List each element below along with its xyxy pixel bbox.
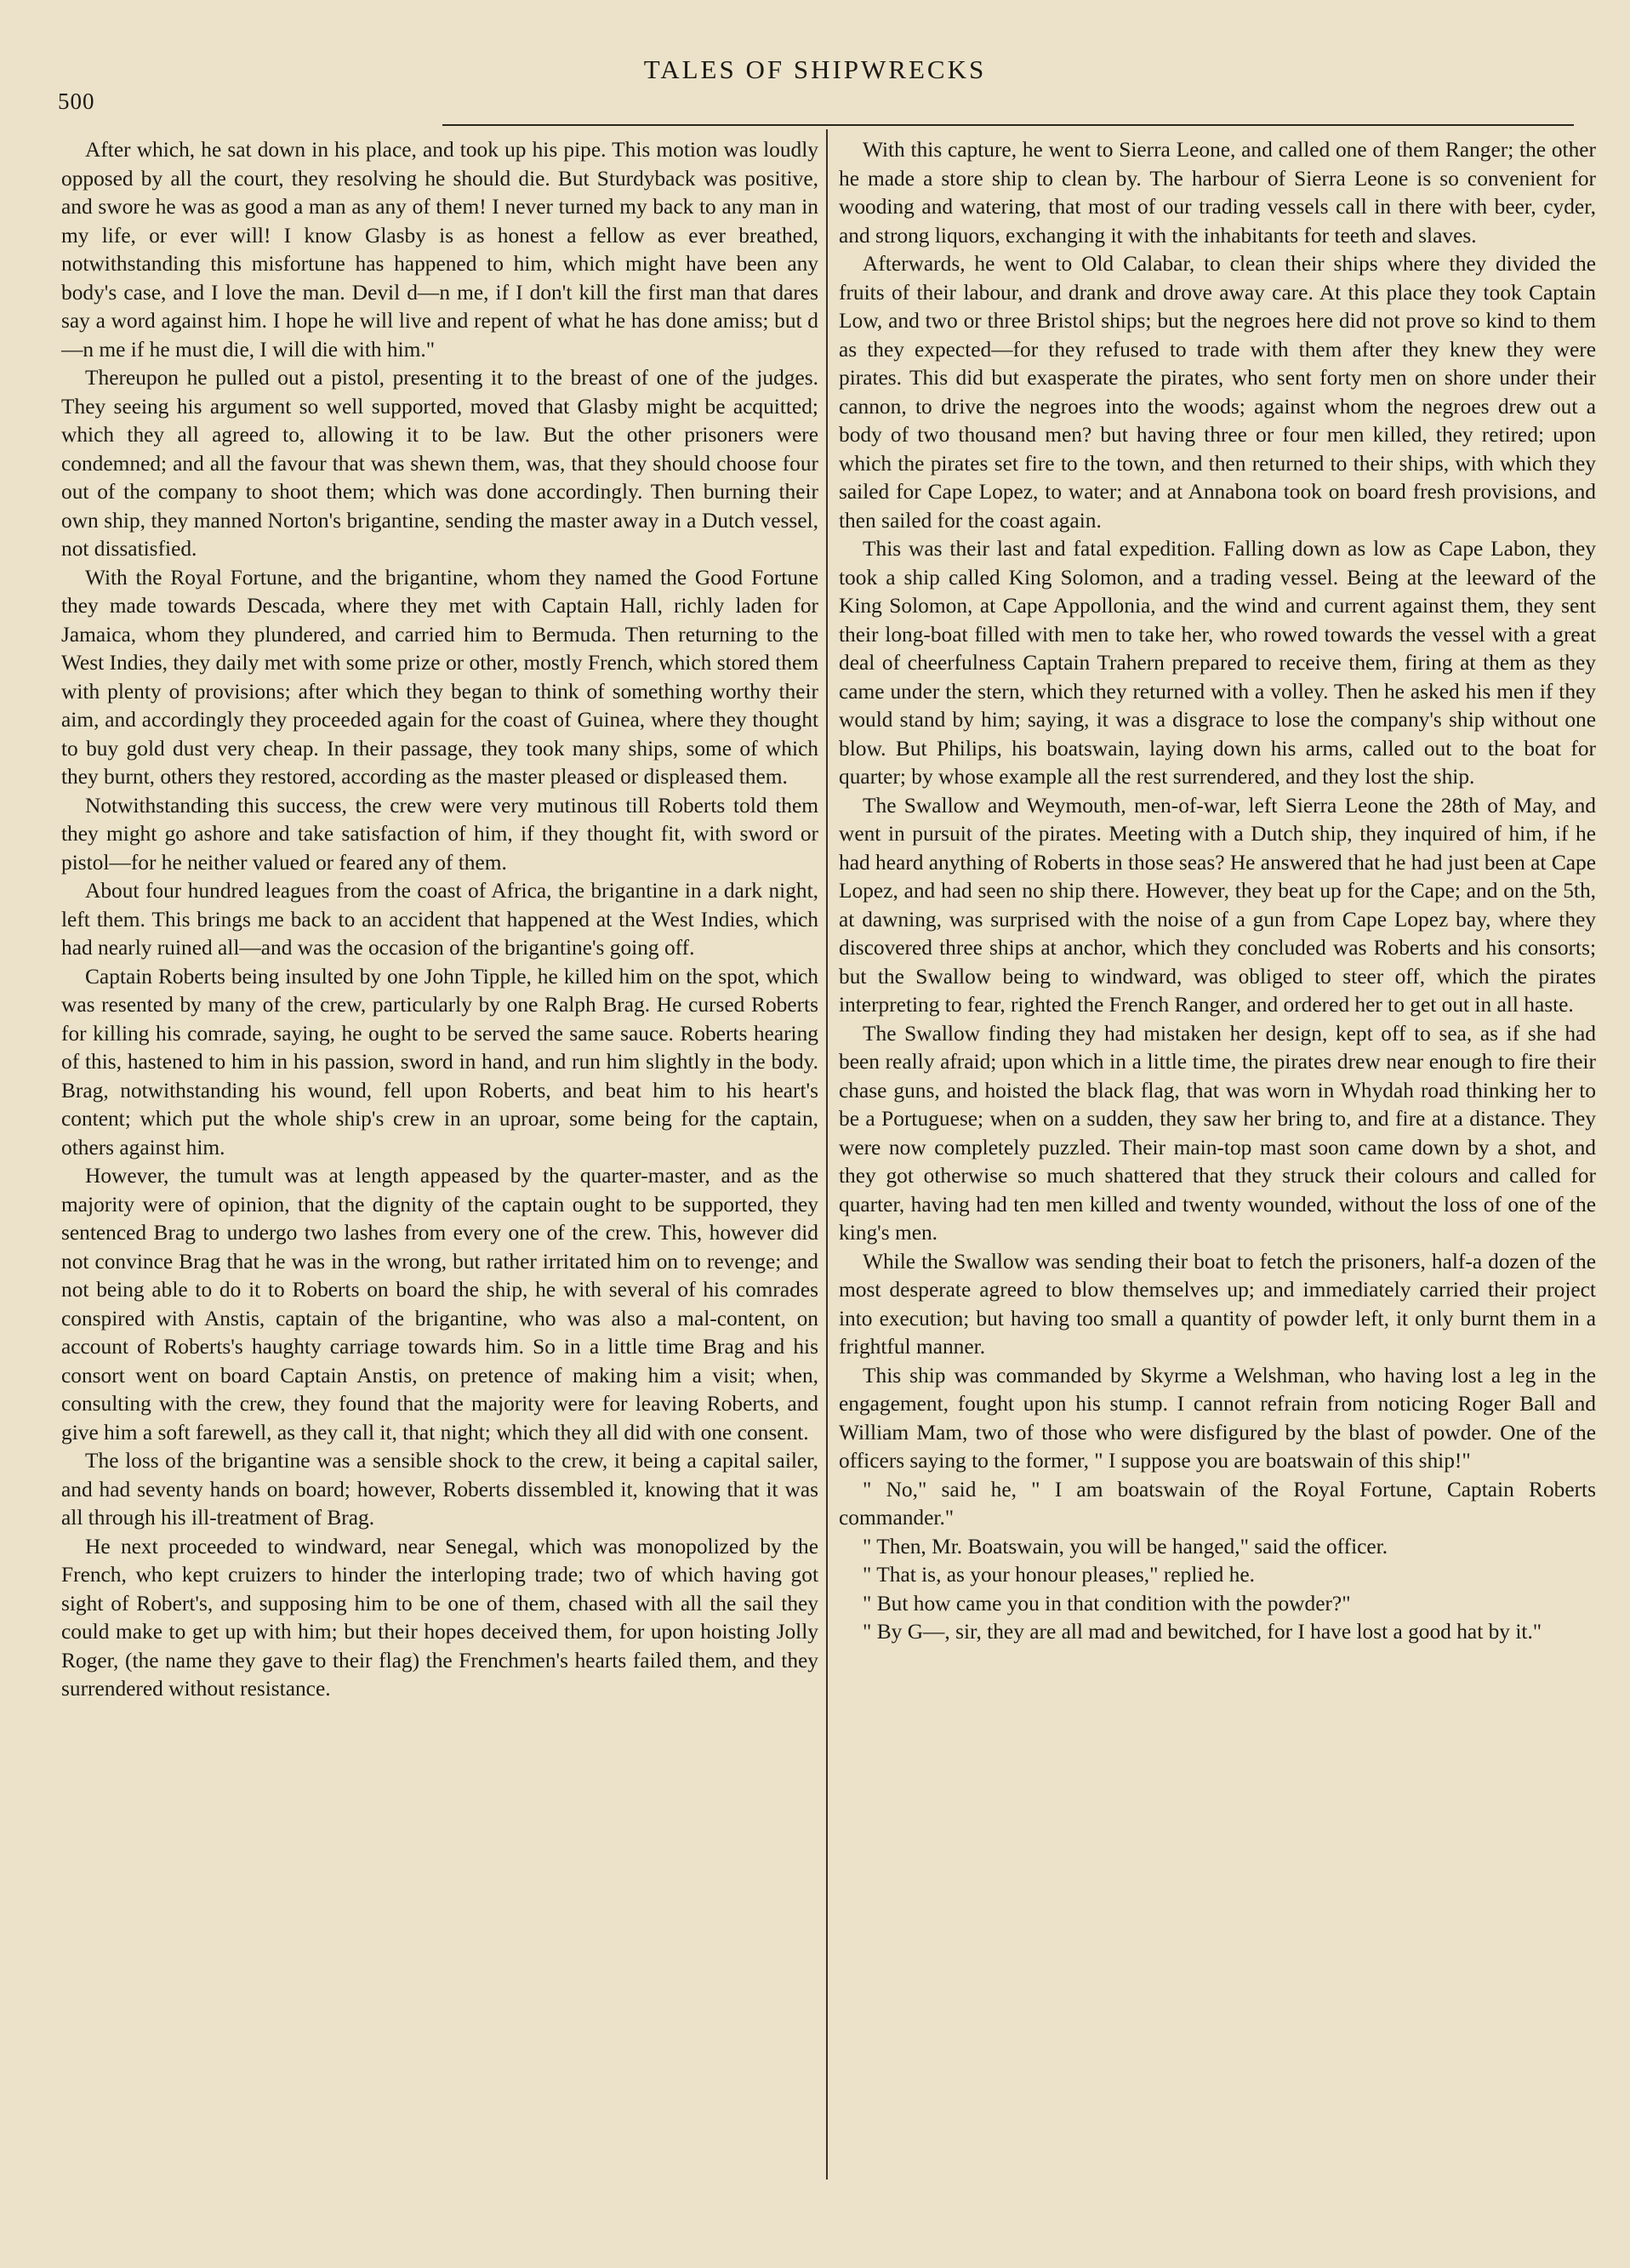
paragraph: The Swallow finding they had mistaken her design, kept off to sea, as if she had been really afraid; upon which in a little time, the pirates drew near enough to fire their chase guns, and hoisted the black flag, that was worn in Whydah road thinking her to be a Portuguese; when on a sudden, they saw her bring to, and fire at a distance. They were now completely puzzled. Their main-top mast soon came down by a shot, and they got otherwise so much shattered that they struck their colours and called for quarter, having had ten men killed and twenty wounded, without the loss of one of the king's men. [839, 1021, 1596, 1245]
paragraph: Notwithstanding this success, the crew were very mutinous till Roberts told them they might go ashore and take satisfaction of him, if they thought fit, with sword or pistol—for he neither valued or feared any of them. [61, 793, 818, 875]
paragraph: " No," said he, " I am boatswain of the Royal Fortune, Captain Roberts commander." [839, 1477, 1596, 1530]
running-head: TALES OF SHIPWRECKS [643, 54, 987, 84]
paragraph: About four hundred leagues from the coast of Africa, the brigantine in a dark night, left them. This brings me back to an accident that happened at the West Indies, which had nearly ruined all—and was the occasion of the brigantine's going off. [61, 879, 818, 960]
page-number: 500 [58, 88, 95, 114]
column-divider [826, 129, 828, 2180]
paragraph: Afterwards, he went to Old Calabar, to clean their ships where they divided the fruits of their labour, and drank and drove away care. At this place they took Captain Low, and two or three Bristol ships; but the negroes here did not prove so kind to them as they expected—for they refused to trade with them after they knew they were pirates. This did but exasperate the pirates, who sent forty men on shore under their cannon, to drive the negroes into the woods; against whom the negroes drew out a body of two thousand men? but having three or four men killed, they retired; upon which the pirates set fire to the town, and then returned to their ships, with which they sailed for Cape Lopez, to water; and at Annabona took on board fresh provisions, and then sailed for the coast again. [839, 252, 1596, 533]
paragraph: The loss of the brigantine was a sensible shock to the crew, it being a capital sailer, and had seventy hands on board; however, Roberts dissembled it, knowing that it was all through his ill-treatment of Brag. [61, 1449, 818, 1530]
paragraph: This was their last and fatal expedition. Falling down as low as Cape Labon, they took a ship called King Solomon, and a trading vessel. Being at the leeward of the King Solomon, at Cape Appollonia, and the wind and current against them, they sent their long-boat filled with men to take her, who rowed towards the vessel with a great deal of cheerfulness Captain Trahern prepared to receive them, firing at them as they came under the stern, which they returned with a volley. Then he asked his men if they would stand by him; saying, it was a disgrace to lose the company's ship without one blow. But Philips, his boatswain, laying down his arms, called out to the boat for quarter; by whose example all the rest surrendered, and they lost the ship. [839, 537, 1596, 789]
paragraph: With the Royal Fortune, and the brigantine, whom they named the Good Fortune they made towards Descada, where they met with Captain Hall, richly laden for Jamaica, whom they plundered, and carried him to Bermuda. Then returning to the West Indies, they daily met with some prize or other, mostly French, which stored them with plenty of provisions; after which they began to think of something worthy their aim, and accordingly they proceeded again for the coast of Guinea, where they thought to buy gold dust very cheap. In their passage, they took many ships, some of which they burnt, others they restored, according as the master pleased or displeased them. [61, 565, 818, 789]
paragraph: This ship was commanded by Skyrme a Welshman, who having lost a leg in the engagement, fought upon his stump. I cannot refrain from noticing Roger Ball and William Mam, two of those who were disfigured by the blast of powder. One of the officers saying to the former, " I suppose you are boatswain of this ship!" [839, 1363, 1596, 1473]
right-column [839, 136, 1596, 2178]
paragraph: He next proceeded to windward, near Senegal, which was monopolized by the French, who kept cruizers to hinder the interloping trade; two of which having got sight of Robert's, and supposing him to be one of them, chased with all the sail they could make to get up with him; but their hopes deceived them, for upon hoisting Jolly Roger, (the name they gave to their flag) the Frenchmen's hearts failed them, and they surrendered without resistance. [61, 1534, 818, 1701]
paragraph: However, the tumult was at length appeased by the quarter-master, and as the majority were of opinion, that the dignity of the captain ought to be supported, they sentenced Brag to undergo two lashes from every one of the crew. This, however did not convince Brag that he was in the wrong, but rather irritated him on to revenge; and not being able to do it to Roberts on board the ship, he with several of his comrades conspired with Anstis, captain of the brigantine, who was also a mal-content, on account of Roberts's haughty carriage towards him. So in a little time Brag and his consort went on board Captain Anstis, on pretence of making him a visit; when, consulting with the crew, they found that the majority were for leaving Roberts, and give him a soft farewell, as they call it, that night; which they all did with one consent. [61, 1164, 818, 1445]
paragraph: The Swallow and Weymouth, men-of-war, left Sierra Leone the 28th of May, and went in pursuit of the pirates. Meeting with a Dutch ship, they inquired of him, if he had heard anything of Roberts in those seas? He answered that he had just been at Cape Lopez, and had seen no ship there. However, they beat up for the Cape; and on the 5th, at dawning, was surprised with the noise of a gun from Cape Lopez bay, where they discovered three ships at anchor, which they concluded was Roberts and his consorts; but the Swallow being to windward, was obliged to steer off, which the pirates interpreting to fear, righted the French Ranger, and ordered her to get out in all haste. [839, 793, 1596, 1017]
paragraph: " By G—, sir, they are all mad and bewitched, for I have lost a good hat by it." [863, 1620, 1542, 1644]
paragraph: While the Swallow was sending their boat to fetch the prisoners, half-a dozen of the most desperate agreed to blow themselves up; and immediately carried their project into execution; but having too small a quantity of powder left, it only burnt them in a frightful manner. [839, 1249, 1596, 1359]
paragraph: " But how came you in that condition with the powder?" [863, 1591, 1351, 1616]
paragraph: Captain Roberts being insulted by one John Tipple, he killed him on the spot, which was resented by many of the crew, particularly by one Ralph Brag. He cursed Roberts for killing his comrade, saying, he ought to be served the same sauce. Roberts hearing of this, hastened to him in his passion, sword in hand, and run him slightly in the body. Brag, notwithstanding his wound, fell upon Roberts, and beat him to his heart's content; which put the whole ship's crew in an uproar, some being for the captain, others against him. [61, 964, 818, 1160]
paragraph: After which, he sat down in his place, and took up his pipe. This motion was loudly opposed by all the court, they resolving he should die. But Sturdyback was positive, and swore he was as good a man as any of them! I never turned my back to any man in my life, or ever will! I know Glasby is as honest a fellow as ever breathed, notwithstanding this misfortune has happened to him, which might have been any body's case, and I love the man. Devil d—n me, if I don't kill the first man that dares say a word against him. I hope he will live and repent of what he has done amiss; but d—n me if he must die, I will die with him." [61, 138, 818, 362]
paragraph: Thereupon he pulled out a pistol, presenting it to the breast of one of the judges. They seeing his argument so well supported, moved that Glasby might be acquitted; which they all agreed to, allowing it to be law. But the other prisoners were condemned; and all the favour that was shewn them, was, that they should choose four out of the company to shoot them; which was done accordingly. Then burning their own ship, they manned Norton's brigantine, sending the master away in a Dutch vessel, not dissatisfied. [61, 366, 818, 561]
paragraph: " That is, as your honour pleases," replied he. [863, 1563, 1255, 1587]
header-rule [442, 124, 1574, 126]
paragraph: " Then, Mr. Boatswain, you will be hanged," said the officer. [863, 1534, 1388, 1559]
paragraph: With this capture, he went to Sierra Leone, and called one of them Ranger; the other he made a store ship to clean by. The harbour of Sierra Leone is so convenient for wooding and watering, that most of our trading vessels call in there with beer, cyder, and strong liquors, exchanging it with the inhabitants for teeth and slaves. [839, 138, 1596, 248]
left-column [61, 136, 818, 2178]
